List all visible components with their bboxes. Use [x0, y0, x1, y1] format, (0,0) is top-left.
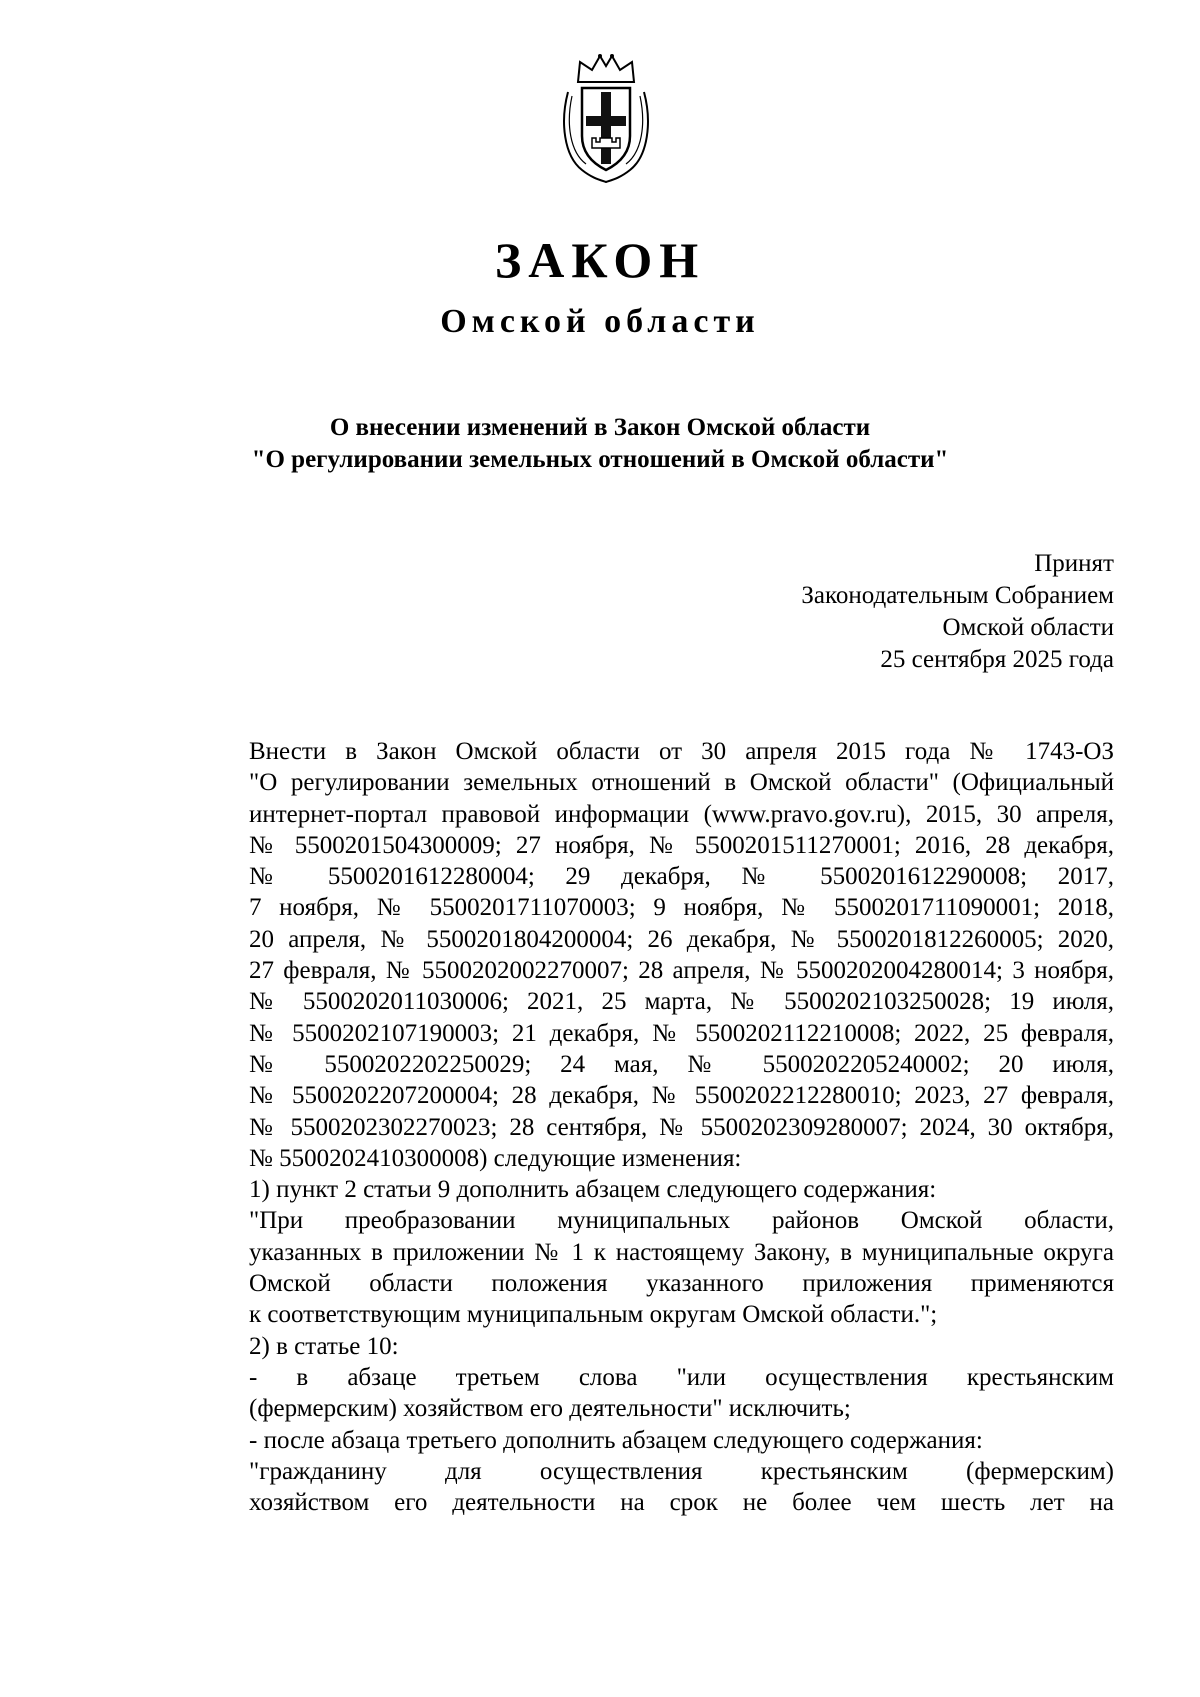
paragraph-quote-2	[177, 1456, 1114, 1519]
text-line: № 5500202011030006; 2021, 25 марта, № 5500202103250028; 19 июля,	[249, 988, 1114, 1016]
coat-of-arms-icon	[560, 52, 652, 184]
paragraph-subitem-1	[177, 1362, 1114, 1425]
text-line: № 5500201504300009; 27 ноября, № 5500201511270001; 2016, 28 декабря,	[249, 831, 1114, 859]
document-subtitle: Омской области	[440, 303, 760, 340]
text-line: № 5500202107190003; 21 декабря, № 5500202112210008; 2022, 25 февраля,	[249, 1019, 1114, 1047]
text-line: "О регулировании земельных отношений в Омской области" (Официальный	[249, 769, 1114, 797]
text-line: № 5500202202250029; 24 мая, № 5500202205240002; 20 июля,	[249, 1050, 1114, 1078]
text-line: № 5500201612280004; 29 декабря, № 5500201612290008; 2017,	[249, 863, 1114, 891]
subject-line: О внесении изменений в Закон Омской области	[329, 414, 871, 441]
document-title: ЗАКОН	[494, 232, 706, 288]
text-line: - в абзаце третьем слова "или осуществления крестьянским	[249, 1363, 1114, 1391]
paragraph-subitem-2: - после абзаца третьего дополнить абзацем следующего содержания:	[249, 1426, 983, 1454]
text-line: 27 февраля, № 5500202002270007; 28 апреля, № 5500202004280014; 3 ноября,	[249, 957, 1114, 985]
adoption-line: Омской области	[942, 614, 1114, 641]
text-line: интернет-портал правовой информации (www.pravo.gov.ru), 2015, 30 апреля,	[249, 800, 1114, 828]
paragraph-item-1: 1) пункт 2 статьи 9 дополнить абзацем следующего содержания:	[249, 1176, 937, 1204]
text-line: "При преобразовании муниципальных районов Омской области,	[249, 1207, 1114, 1235]
text-line: № 5500202410300008) следующие изменения:	[249, 1144, 742, 1172]
text-line: 7 ноября, № 5500201711070003; 9 ноября, № 5500201711090001; 2018,	[249, 894, 1114, 922]
adoption-line: Принят	[1034, 550, 1114, 577]
law-subject	[0, 412, 1200, 476]
text-line: (фермерским) хозяйством его деятельности" исключить;	[249, 1395, 851, 1423]
adoption-line: Законодательным Собранием	[801, 582, 1114, 609]
paragraph-item-2: 2) в статье 10:	[249, 1332, 399, 1360]
adoption-block	[801, 548, 1114, 676]
text-line: № 5500202302270023; 28 сентября, № 5500202309280007; 2024, 30 октября,	[249, 1113, 1114, 1141]
paragraph-intro	[177, 736, 1114, 1174]
text-line: хозяйством его деятельности на срок не более чем шесть лет на	[249, 1489, 1114, 1517]
text-line: Внести в Закон Омской области от 30 апреля 2015 года № 1743-ОЗ	[249, 738, 1114, 765]
text-line: Омской области положения указанного приложения применяются	[249, 1270, 1114, 1298]
adoption-date: 25 сентября 2025 года	[880, 646, 1114, 673]
paragraph-quote-1	[177, 1205, 1114, 1330]
text-line: 20 апреля, № 5500201804200004; 26 декабря, № 5500201812260005; 2020,	[249, 925, 1114, 953]
text-line: № 5500202207200004; 28 декабря, № 5500202212280010; 2023, 27 февраля,	[249, 1082, 1114, 1110]
text-line: указанных в приложении № 1 к настоящему Закону, в муниципальные округа	[249, 1238, 1114, 1266]
document-body	[177, 736, 1114, 1518]
subject-line: "О регулировании земельных отношений в Омской области"	[251, 446, 949, 473]
text-line: "гражданину для осуществления крестьянским (фермерским)	[249, 1457, 1114, 1485]
text-line: к соответствующим муниципальным округам Омской области.";	[249, 1301, 938, 1329]
